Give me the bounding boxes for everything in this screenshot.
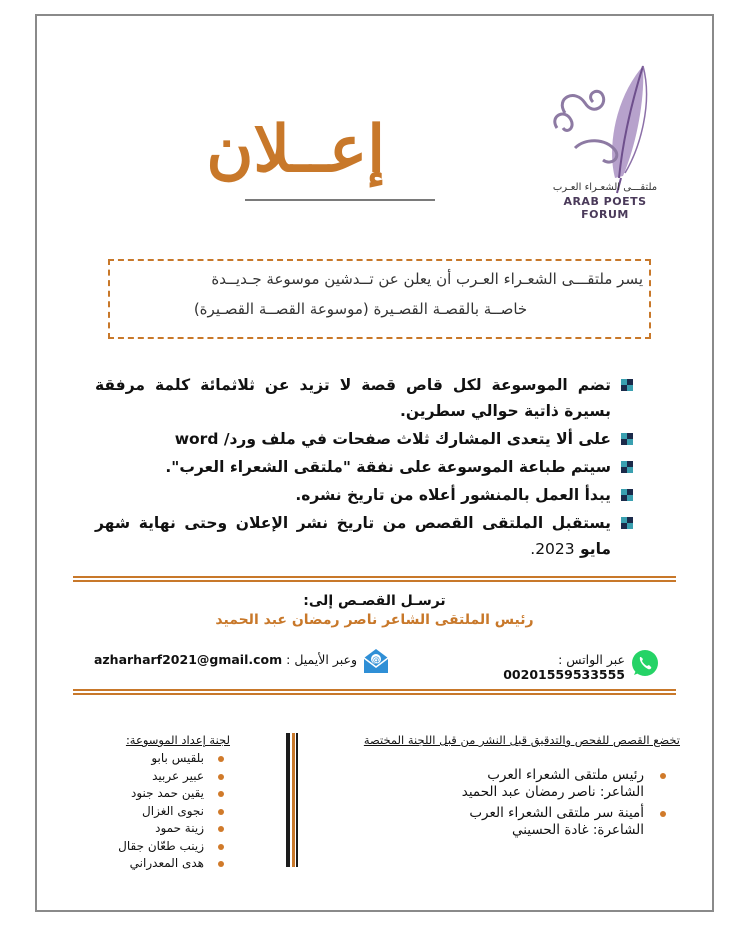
committee-list bbox=[80, 750, 228, 873]
square-bullet-icon bbox=[621, 433, 633, 445]
list-item bbox=[95, 426, 635, 452]
head-title: رئيس ملتقى الشعراء العرب bbox=[487, 767, 644, 783]
square-bullet-icon bbox=[621, 379, 633, 391]
member-name: بلقيس بابو bbox=[151, 751, 204, 765]
bullet-dot-icon bbox=[218, 861, 224, 867]
member-name: نجوى الغزال bbox=[142, 803, 204, 818]
list-item bbox=[80, 803, 228, 821]
list-item bbox=[340, 767, 670, 801]
svg-text:@: @ bbox=[372, 655, 380, 664]
list-item bbox=[80, 768, 228, 786]
whatsapp-number[interactable]: 00201559533555 bbox=[503, 667, 625, 682]
list-item bbox=[95, 372, 635, 424]
column-divider bbox=[286, 733, 290, 867]
envelope-icon bbox=[361, 646, 391, 676]
list-item bbox=[340, 805, 670, 839]
square-bullet-icon bbox=[621, 517, 633, 529]
rules-list bbox=[95, 372, 635, 564]
committee-title: لجنة إعداد الموسوعة: bbox=[125, 733, 230, 747]
rule-text: تضم الموسوعة لكل قاص قصة لا تزيد عن ثلاثمائة كلمة مرفقة بسيرة ذاتية حوالي سطرين. bbox=[95, 376, 611, 420]
head-name: الشاعر: ناصر رمضان عبد الحميد bbox=[461, 784, 644, 800]
square-bullet-icon bbox=[621, 461, 633, 473]
whatsapp-label: عبر الواتس : bbox=[558, 652, 625, 667]
send-label: ترسـل القصـص إلى: bbox=[303, 593, 446, 609]
bullet-dot-icon bbox=[218, 774, 224, 780]
head-title: أمينة سر ملتقى الشعراء العرب bbox=[469, 805, 644, 821]
recipient-name: رئيس الملتقى الشاعر ناصر رمضان عبد الحميد bbox=[215, 612, 534, 628]
divider-top bbox=[73, 576, 676, 582]
member-name: عبير عربيد bbox=[152, 768, 204, 783]
intro-line-1: يسر ملتقـــى الشعـراء العـرب أن يعلن عن تــدشين موسوعة جـديــدة bbox=[211, 270, 643, 288]
member-name: زينة حمود bbox=[155, 821, 204, 835]
list-item bbox=[95, 482, 635, 508]
logo-english-name: ARAB POETS FORUM bbox=[563, 195, 647, 221]
member-name: يقين حمد جنود bbox=[130, 786, 204, 800]
list-item bbox=[80, 750, 228, 768]
square-bullet-icon bbox=[621, 489, 633, 501]
list-item bbox=[80, 820, 228, 838]
list-item bbox=[95, 454, 635, 480]
whatsapp-contact bbox=[440, 652, 625, 682]
rule-text: يستقبل الملتقى القصص من تاريخ نشر الإعلان وحتى نهاية شهر مايو bbox=[95, 514, 611, 558]
intro-line-2: خاصــة بالقصـة القصـيرة (موسوعة القصــة القصـيرة) bbox=[193, 300, 528, 318]
announcement-title: إعــلان bbox=[206, 112, 385, 187]
logo-arabic-name: ملتقـــى الشعـراء العـرب bbox=[552, 182, 658, 193]
column-divider-accent bbox=[292, 733, 295, 867]
email-contact bbox=[85, 652, 357, 667]
member-name: زينب طعّان جقال bbox=[118, 838, 204, 853]
divider-bottom bbox=[73, 689, 676, 695]
list-item bbox=[80, 855, 228, 873]
list-item bbox=[80, 785, 228, 803]
head-name: الشاعرة: غادة الحسيني bbox=[511, 822, 644, 838]
list-item bbox=[95, 510, 635, 562]
rule-year: 2023. bbox=[530, 540, 575, 558]
bullet-dot-icon bbox=[660, 811, 666, 817]
bullet-dot-icon bbox=[218, 809, 224, 815]
column-divider-right bbox=[296, 733, 298, 867]
rule-text: يبدأ العمل بالمنشور أعلاه من تاريخ نشره. bbox=[295, 486, 611, 504]
member-name: هدى المعدراني bbox=[129, 856, 204, 870]
whatsapp-icon bbox=[630, 648, 660, 678]
bullet-dot-icon bbox=[218, 844, 224, 850]
rule-text: سيتم طباعة الموسوعة على نفقة "ملتقى الشعراء العرب". bbox=[165, 458, 611, 476]
bullet-dot-icon bbox=[218, 791, 224, 797]
rule-text: على ألا يتعدى المشارك ثلاث صفحات في ملف ورد/ word bbox=[174, 430, 611, 448]
email-address[interactable]: azharharf2021@gmail.com bbox=[93, 652, 283, 667]
title-underline bbox=[245, 199, 435, 201]
list-item bbox=[80, 838, 228, 856]
email-label: وعبر الأيميل : bbox=[282, 652, 357, 667]
review-note: تخضع القصص للفحص والتدقيق قبل النشر من قبل اللجنة المختصة bbox=[363, 733, 680, 747]
bullet-dot-icon bbox=[218, 756, 224, 762]
review-heads bbox=[340, 767, 670, 843]
bullet-dot-icon bbox=[218, 826, 224, 832]
bullet-dot-icon bbox=[660, 773, 666, 779]
